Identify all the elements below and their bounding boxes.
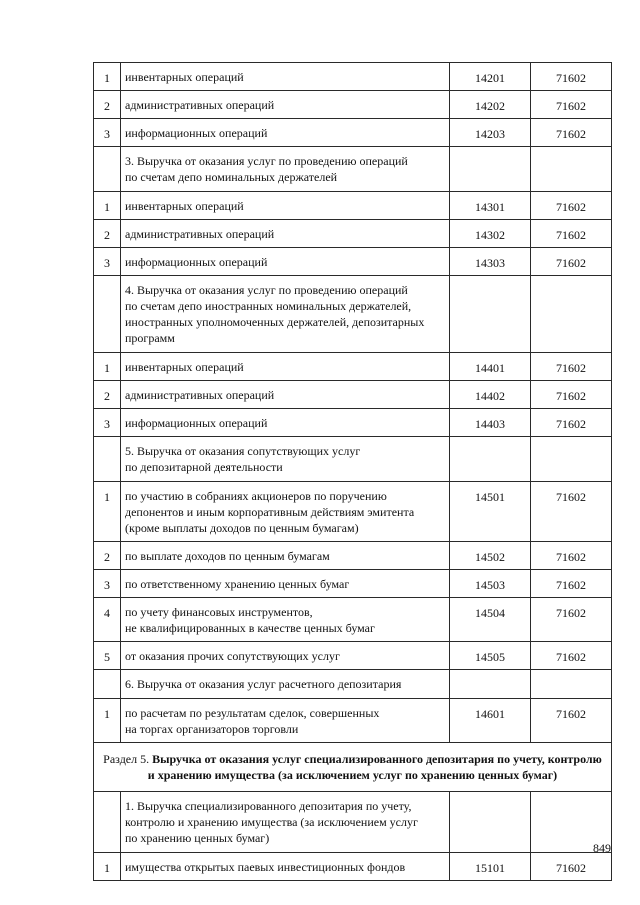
page-number: 849 [593,841,611,855]
table-body [94,63,612,881]
table-row [94,353,612,381]
account-cell: 71602 [531,353,612,381]
account-cell: 71602 [531,63,612,91]
item-name-cell: информационных операций [121,409,450,437]
subsection-row [94,437,612,482]
empty-account-cell [531,147,612,192]
row-number-cell: 1 [94,482,121,542]
table-row [94,63,612,91]
table-row [94,91,612,119]
item-name-cell: от оказания прочих сопутствующих услуг [121,642,450,670]
account-cell: 71602 [531,598,612,642]
account-cell: 71602 [531,248,612,276]
row-number-cell: 1 [94,63,121,91]
table-row [94,482,612,542]
subsection-heading [121,792,450,853]
row-number-cell: 3 [94,119,121,147]
item-name-cell: имущества открытых паевых инвестиционных фондов [121,853,450,881]
row-number-cell: 2 [94,542,121,570]
item-name-cell: по учету финансовых инструментов, не квалифицированных в качестве ценных бумаг [121,598,450,642]
item-name-cell: административных операций [121,91,450,119]
item-name-cell: по участию в собраниях акционеров по поручению депонентов и иным корпоративным действиям эмитента (кроме выплаты доходов по ценным бумагам) [121,482,450,542]
row-number-cell: 3 [94,409,121,437]
code-cell: 14401 [450,353,531,381]
table-row [94,192,612,220]
item-name-cell: информационных операций [121,119,450,147]
subsection-heading-line: по депозитарной деятельности [125,460,283,474]
row-number-cell: 3 [94,248,121,276]
empty-cell [94,437,121,482]
code-cell: 14505 [450,642,531,670]
account-cell: 71602 [531,119,612,147]
empty-cell [94,792,121,853]
table-row [94,381,612,409]
empty-code-cell [450,276,531,353]
code-cell: 14403 [450,409,531,437]
subsection-heading-line: 4. Выручка от оказания услуг по проведению операций [125,283,408,297]
subsection-heading-line: 3. Выручка от оказания услуг по проведению операций [125,154,408,168]
empty-cell [94,276,121,353]
code-cell: 14503 [450,570,531,598]
account-cell: 71602 [531,409,612,437]
account-cell: 71602 [531,853,612,881]
subsection-row [94,276,612,353]
account-cell: 71602 [531,91,612,119]
subsection-heading-line: по счетам депо номинальных держателей [125,170,338,184]
code-cell: 14504 [450,598,531,642]
code-cell: 14501 [450,482,531,542]
row-number-cell: 1 [94,853,121,881]
code-cell: 14203 [450,119,531,147]
subsection-heading-line: по счетам депо иностранных номинальных держателей, [125,299,412,313]
empty-code-cell [450,792,531,853]
account-cell: 71602 [531,192,612,220]
subsection-heading-line: программ [125,331,175,345]
table-row [94,853,612,881]
empty-cell [94,670,121,699]
item-name-cell: административных операций [121,220,450,248]
table-row [94,220,612,248]
item-name-cell: инвентарных операций [121,63,450,91]
code-cell: 14502 [450,542,531,570]
empty-code-cell [450,670,531,699]
account-cell: 71602 [531,642,612,670]
table-row [94,542,612,570]
subsection-heading [121,147,450,192]
row-number-cell: 3 [94,570,121,598]
table-row [94,409,612,437]
row-number-cell: 1 [94,699,121,743]
item-name-cell: административных операций [121,381,450,409]
subsection-heading-line: иностранных уполномоченных держателей, депозитарных [125,315,425,329]
section-heading [94,743,612,792]
empty-account-cell [531,437,612,482]
empty-account-cell [531,670,612,699]
row-number-cell: 2 [94,91,121,119]
table-row [94,642,612,670]
subsection-heading-line: 5. Выручка от оказания сопутствующих услуг [125,444,361,458]
code-cell: 14301 [450,192,531,220]
table-row [94,119,612,147]
table-row [94,248,612,276]
account-cell: 71602 [531,699,612,743]
account-cell: 71602 [531,381,612,409]
item-name-cell: информационных операций [121,248,450,276]
row-number-cell: 2 [94,381,121,409]
item-name-cell: инвентарных операций [121,353,450,381]
account-cell: 71602 [531,220,612,248]
code-cell: 14303 [450,248,531,276]
code-cell: 14402 [450,381,531,409]
row-number-cell: 2 [94,220,121,248]
empty-account-cell [531,276,612,353]
section-title: Выручка от оказания услуг специализированного депозитария по учету, контролю и хранению имущества (за исключением услуг по хранению ценных бумаг) [147,752,602,782]
empty-code-cell [450,147,531,192]
account-cell: 71602 [531,570,612,598]
code-cell: 14201 [450,63,531,91]
section-row [94,743,612,792]
row-number-cell: 1 [94,192,121,220]
account-cell: 71602 [531,482,612,542]
subsection-heading-line: контролю и хранению имущества (за исключением услуг [125,815,418,829]
subsection-heading-line: по хранению ценных бумаг) [125,831,270,845]
code-cell: 14302 [450,220,531,248]
subsection-heading [121,437,450,482]
table-row [94,598,612,642]
code-cell: 14601 [450,699,531,743]
code-cell: 14202 [450,91,531,119]
account-cell: 71602 [531,542,612,570]
item-name-cell: по выплате доходов по ценным бумагам [121,542,450,570]
subsection-heading [121,670,450,699]
row-number-cell: 4 [94,598,121,642]
table-row [94,570,612,598]
item-name-cell: по расчетам по результатам сделок, совершенных на торгах организаторов торговли [121,699,450,743]
subsection-heading-line: 1. Выручка специализированного депозитария по учету, [125,799,412,813]
subsection-heading-line: 6. Выручка от оказания услуг расчетного депозитария [125,677,402,691]
subsection-row [94,670,612,699]
revenue-accounts-table [93,62,612,881]
subsection-heading [121,276,450,353]
row-number-cell: 1 [94,353,121,381]
section-prefix: Раздел 5. [103,752,153,766]
item-name-cell: по ответственному хранению ценных бумаг [121,570,450,598]
empty-code-cell [450,437,531,482]
item-name-cell: инвентарных операций [121,192,450,220]
row-number-cell: 5 [94,642,121,670]
table-row [94,699,612,743]
empty-cell [94,147,121,192]
subsection-row [94,792,612,853]
code-cell: 15101 [450,853,531,881]
subsection-row [94,147,612,192]
